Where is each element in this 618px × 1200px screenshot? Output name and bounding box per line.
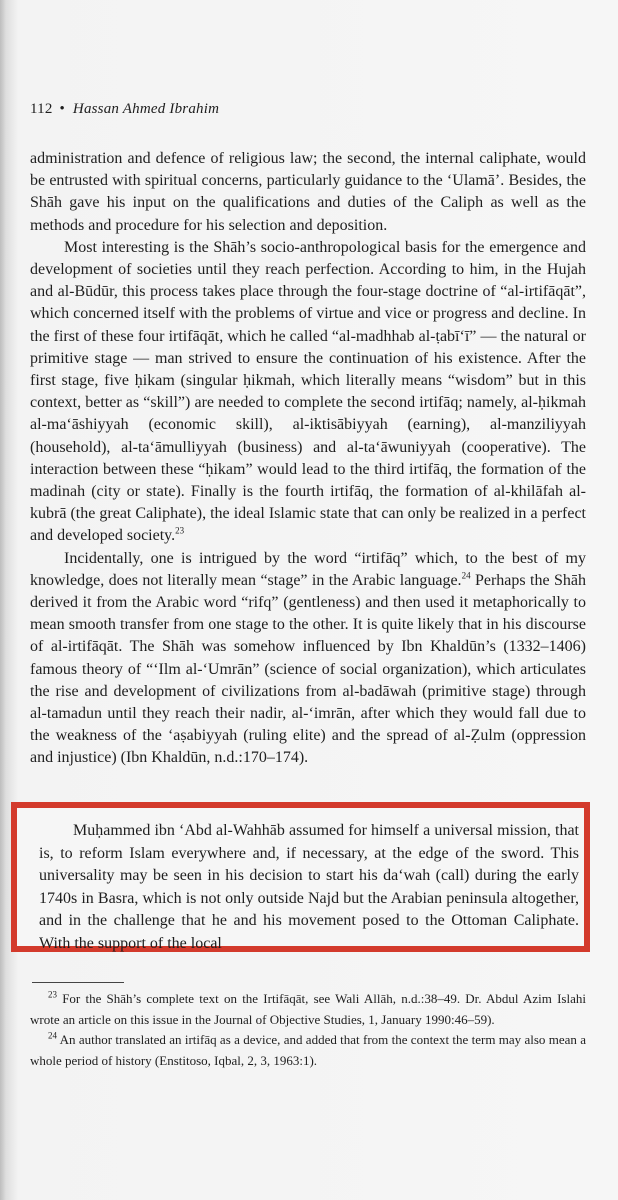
footnote-24-text: An author translated an irtifāq as a device, and added that from the context the term may also mean a whole period of history (Enstitoso, Iqbal, 2, 3, 1963:1). bbox=[30, 1032, 586, 1068]
footnote-ref-23: 23 bbox=[175, 526, 185, 537]
highlighted-excerpt bbox=[11, 802, 590, 952]
paragraph-2-text: Most interesting is the Shāh’s socio-anthropological basis for the emergence and development of societies until they reach perfection. According to him, in the Hujah and al-Būdūr, this process takes place through the four-stage doctrine of “al-irtifāqāt”, which concerned itself with the problems of virtue and vice or progress and decline. In the first of these four irtifāqāt, which he called “al-madhhab al-ṭabī‘ī” — the natural or primitive stage — man strived to ensure the continuation of his existence. After the first stage, five ḥikam (singular ḥikmah, which literally means “wisdom” but in this context, better as “skill”) are needed to complete the second irtifāq; namely, al-ḥikmah al-ma‘āshiyyah (economic skill), al-iktisābiyyah (earning), al-manziliyyah (household), al-ta‘āmulliyyah (business) and al-ta‘āwuniyyah (cooperative). The interaction between these “ḥikam” would lead to the third irtifāq, the formation of the madinah (city or state). Finally is the fourth irtifāq, the formation of al-khilāfah al-kubrā (the great Caliphate), the ideal Islamic state that can only be realized in a perfect and developed society. bbox=[30, 238, 586, 545]
running-header bbox=[30, 101, 219, 118]
paragraph-3-text: Incidentally, one is intrigued by the word “irtifāq” which, to the best of my knowledge, does not literally mean “stage” in the Arabic language. bbox=[30, 549, 586, 589]
footnote-23 bbox=[30, 989, 586, 1030]
paragraph-3-continued: Perhaps the Shāh derived it from the Arabic word “rifq” (gentleness) and then used it metaphorically to mean smooth transfer from one stage to the other. It is quite likely that in his discourse of al-irtifāqāt. The Shāh was somehow influenced by Ibn Khaldūn’s (1332–1406) famous theory of “‘Ilm al-‘Umrān” (science of social organization), which articulates the rise and development of civilizations from al-badāwah (primitive stage) through al-tamadun until they reach their nadir, al-‘imrān, after which they would fall due to the weakness of the ‘aṣabiyyah (ruling elite) and the spread of al-Ẓulm (oppression and injustice) (Ibn Khaldūn, n.d.:170–174). bbox=[30, 571, 586, 767]
paragraph-3 bbox=[30, 548, 586, 770]
main-text bbox=[30, 148, 586, 813]
footnotes bbox=[30, 989, 586, 1071]
footnote-23-number: 23 bbox=[48, 989, 57, 1000]
footnote-24-number: 24 bbox=[48, 1030, 57, 1041]
page-number: 112 bbox=[30, 101, 53, 117]
highlighted-excerpt-text: Muḥammed ibn ‘Abd al-Wahhāb assumed for himself a universal mission, that is, to reform Islam everywhere and, if necessary, at the edge of the sword. This universality may be seen in his decision to start his da‘wah (call) during the early 1740s in Basra, which is not only outside Najd but the Arabian peninsula altogether, and in the challenge that he and his movement posed to the Ottoman Caliphate. With the support of the local bbox=[39, 822, 579, 952]
paragraph-1: administration and defence of religious law; the second, the internal caliphate, would be entrusted with spiritual concerns, particularly guidance to the ‘Ulamā’. Besides, the Shāh gave his input on the qualifications and duties of the Caliph as well as the methods and procedure for his selection and deposition. bbox=[30, 150, 586, 234]
header-bullet: • bbox=[59, 101, 65, 117]
header-author: Hassan Ahmed Ibrahim bbox=[72, 101, 220, 117]
footnote-ref-24: 24 bbox=[461, 570, 471, 581]
footnote-24 bbox=[30, 1030, 586, 1071]
footnote-23-text: For the Shāh’s complete text on the Irtifāqāt, see Wali Allāh, n.d.:38–49. Dr. Abdul Azim Islahi wrote an article on this issue in the Journal of Objective Studies, 1, January 1990:46–59). bbox=[30, 991, 586, 1027]
paragraph-2 bbox=[30, 237, 586, 548]
footnote-divider bbox=[32, 982, 124, 983]
